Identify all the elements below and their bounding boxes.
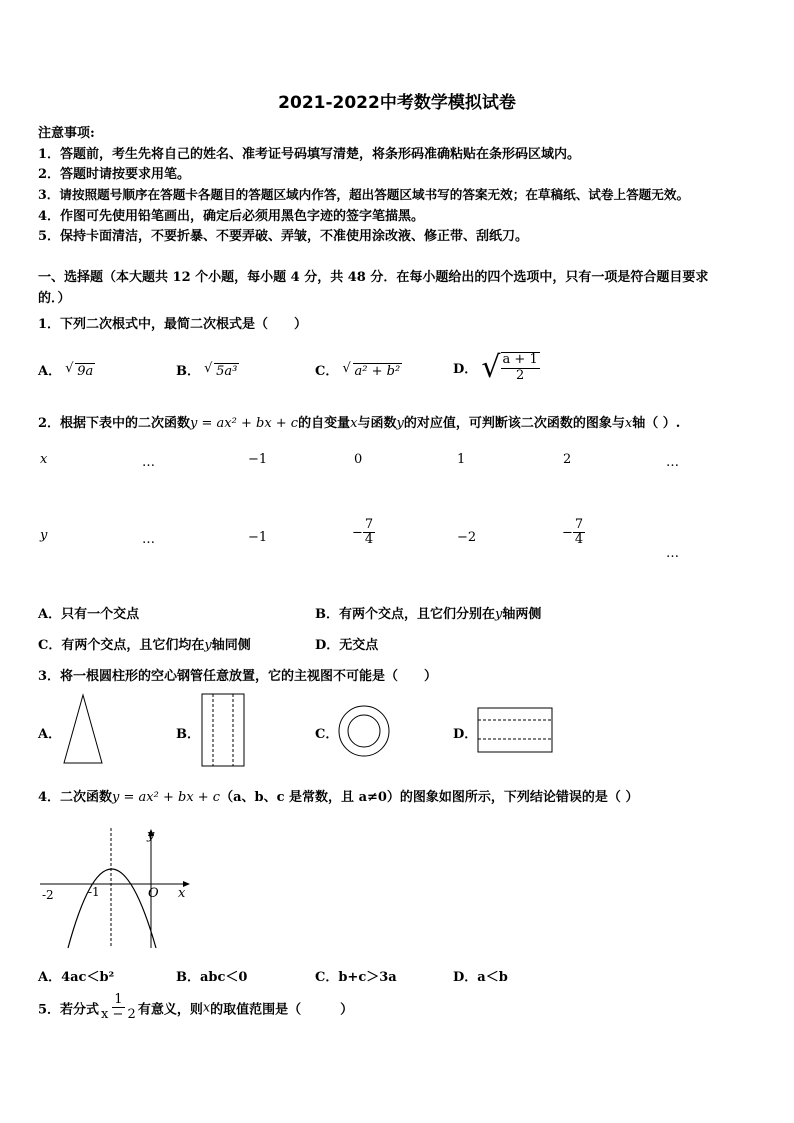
q5-stem: 5．若分式 $\frac{1}{x - 2}$ 有意义，则x的取值范围是（ ） bbox=[38, 992, 354, 1023]
q4-parabola-graph bbox=[38, 826, 198, 950]
q4-option-a: A．4ac＜b² bbox=[38, 970, 115, 985]
q3-option-d-label: D． bbox=[453, 727, 478, 742]
q3-option-b-label: B． bbox=[176, 727, 200, 742]
q2-option-a: A．只有一个交点 bbox=[38, 607, 140, 622]
q1-a-radical: √ 9a bbox=[65, 361, 94, 379]
notice-item-1: 1．答题前，考生先将自己的姓名、准考证号码填写清楚，将条形码准确粘贴在条形码区域内。 bbox=[38, 147, 581, 162]
q2-option-d: D．无交点 bbox=[315, 638, 379, 653]
q3-option-d-rectangle bbox=[477, 707, 553, 753]
q1-option-d bbox=[453, 350, 540, 385]
table-y-4: −2 bbox=[457, 530, 477, 545]
section-heading-line2: 的．） bbox=[38, 291, 71, 306]
q1-c-label: C． bbox=[315, 364, 339, 379]
table-x-3: 0 bbox=[354, 452, 363, 467]
q1-c-radical: √ a² + b² bbox=[342, 361, 401, 379]
notice-item-5: 5．保持卡面清洁，不要折暴、不要弄破、弄皱，不准使用涂改液、修正带、刮纸刀。 bbox=[38, 229, 529, 244]
q3-stem: 3．将一根圆柱形的空心钢管任意放置，它的主视图不可能是（ ） bbox=[38, 669, 438, 684]
q1-stem: 1．下列二次根式中，最简二次根式是（ ） bbox=[38, 317, 308, 332]
table-y-1: … bbox=[142, 532, 155, 547]
q3-option-b-rectangle bbox=[201, 693, 245, 767]
page-title: 2021-2022中考数学模拟试卷 bbox=[278, 93, 516, 113]
q4-option-b: B．abc＜0 bbox=[176, 970, 248, 985]
table-y-2: −1 bbox=[248, 530, 268, 545]
q4-stem: 4．二次函数y = ax² + bx + c（a、b、c 是常数，且 a≠0）的图象如图所示，下列结论错误的是（ ） bbox=[38, 790, 639, 805]
table-y-6: … bbox=[666, 546, 679, 561]
q2-stem: 2．根据下表中的二次函数y = ax² + bx + c的自变量x与函数y的对应值，可判断该二次函数的图象与x轴（ ）. bbox=[38, 416, 681, 431]
table-x-1: … bbox=[142, 455, 155, 470]
table-y-5: − $\frac{7}{4}$ bbox=[562, 517, 584, 548]
q4-option-c: C．b+c＞3a bbox=[315, 970, 397, 985]
table-x-6: … bbox=[666, 455, 679, 470]
graph-origin-label: O bbox=[148, 886, 159, 901]
q2-option-c: C．有两个交点，且它们均在y轴同侧 bbox=[38, 638, 251, 653]
table-y-3: − $\frac{7}{4}$ bbox=[352, 517, 374, 548]
table-y-label: y bbox=[40, 528, 48, 543]
notice-item-4: 4．作图可先使用铅笔画出，确定后必须用黑色字迹的签字笔描黑。 bbox=[38, 209, 425, 224]
q3-option-c-circles bbox=[338, 705, 390, 757]
notice-heading: 注意事项: bbox=[38, 126, 95, 141]
q4-option-d: D．a＜b bbox=[453, 970, 508, 985]
section-heading-line1: 一、选择题（本大题共 12 个小题，每小题 4 分，共 48 分．在每小题给出的四个选项中，只有一项是符合题目要求 bbox=[38, 270, 709, 285]
graph-x-label: x bbox=[178, 886, 186, 901]
q1-option-c bbox=[315, 360, 402, 379]
q2-option-b: B．有两个交点，且它们分别在y轴两侧 bbox=[315, 607, 542, 622]
q3-option-c-label: C． bbox=[315, 727, 339, 742]
table-x-4: 1 bbox=[457, 452, 466, 467]
notice-item-2: 2．答题时请按要求用笔。 bbox=[38, 167, 191, 182]
table-x-label: x bbox=[40, 452, 48, 467]
q3-option-a-label: A． bbox=[38, 727, 62, 742]
graph-minus2-label: -2 bbox=[42, 888, 54, 902]
table-x-5: 2 bbox=[563, 452, 572, 467]
q1-b-label: B． bbox=[176, 364, 200, 379]
q1-option-a bbox=[38, 360, 95, 379]
q1-d-label: D． bbox=[453, 362, 478, 377]
graph-minus1-label: -1 bbox=[88, 885, 100, 899]
q1-b-radical: √ 5a³ bbox=[204, 361, 238, 379]
q1-d-fraction: $\frac{a + 1}{2}$ bbox=[502, 352, 538, 383]
q1-option-b bbox=[176, 360, 239, 379]
notice-item-3: 3．请按照题号顺序在答题卡各题目的答题区域内作答，超出答题区域书写的答案无效；在草稿纸、试卷上答题无效。 bbox=[38, 187, 690, 202]
graph-y-label: y bbox=[147, 828, 155, 843]
table-x-2: −1 bbox=[248, 452, 268, 467]
q3-option-a-triangle bbox=[62, 693, 104, 765]
q1-a-label: A． bbox=[38, 364, 62, 379]
q1-d-sqrt-sign: √ bbox=[481, 350, 501, 385]
q5-fraction: $\frac{1}{x - 2}$ bbox=[101, 992, 136, 1023]
